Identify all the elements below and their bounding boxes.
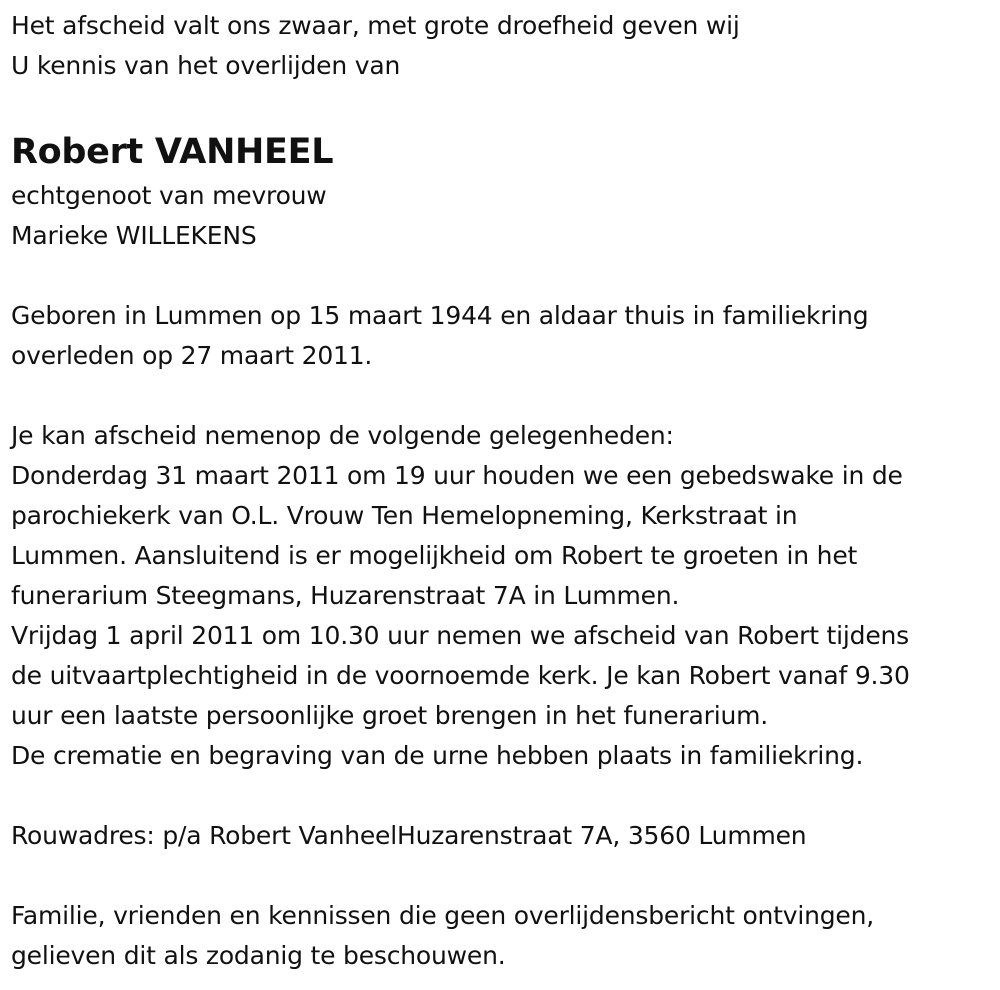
spacer — [11, 86, 1000, 126]
spacer — [11, 856, 1000, 896]
intro-line: U kennis van het overlijden van — [11, 51, 401, 80]
birth-death-line: overleden op 27 maart 2011. — [11, 341, 373, 370]
ceremony-line: Vrijdag 1 april 2011 om 10.30 uur nemen we afscheid van Robert tijdens — [11, 621, 909, 650]
ceremony-line: De crematie en begraving van de urne hebben plaats in familiekring. — [11, 741, 864, 770]
ceremony-line: Donderdag 31 maart 2011 om 19 uur houden we een gebedswake in de — [11, 461, 903, 490]
ceremony-line: uur een laatste persoonlijke groet brengen in het funerarium. — [11, 701, 768, 730]
birth-death-line: Geboren in Lummen op 15 maart 1944 en aldaar thuis in familiekring — [11, 301, 869, 330]
closing-line: gelieven dit als zodanig te beschouwen. — [11, 941, 506, 970]
spacer — [11, 256, 1000, 296]
spouse-name: Marieke WILLEKENS — [11, 221, 257, 250]
ceremony-line: funerarium Steegmans, Huzarenstraat 7A in Lummen. — [11, 581, 680, 610]
relation-text: echtgenoot van mevrouw — [11, 181, 327, 210]
ceremony-line: de uitvaartplechtigheid in de voornoemde kerk. Je kan Robert vanaf 9.30 — [11, 661, 910, 690]
ceremony-line: parochiekerk van O.L. Vrouw Ten Hemelopneming, Kerkstraat in — [11, 501, 798, 530]
spacer — [11, 376, 1000, 416]
mourning-address: Rouwadres: p/a Robert VanheelHuzarenstraat 7A, 3560 Lummen — [11, 821, 807, 850]
intro-line: Het afscheid valt ons zwaar, met grote droefheid geven wij — [11, 11, 740, 40]
spacer — [11, 776, 1000, 816]
ceremony-line: Je kan afscheid nemenop de volgende gelegenheden: — [11, 421, 674, 450]
closing-line: Familie, vrienden en kennissen die geen overlijdensbericht ontvingen, — [11, 901, 875, 930]
ceremony-line: Lummen. Aansluitend is er mogelijkheid om Robert te groeten in het — [11, 541, 858, 570]
deceased-name: Robert VANHEEL — [11, 132, 334, 172]
